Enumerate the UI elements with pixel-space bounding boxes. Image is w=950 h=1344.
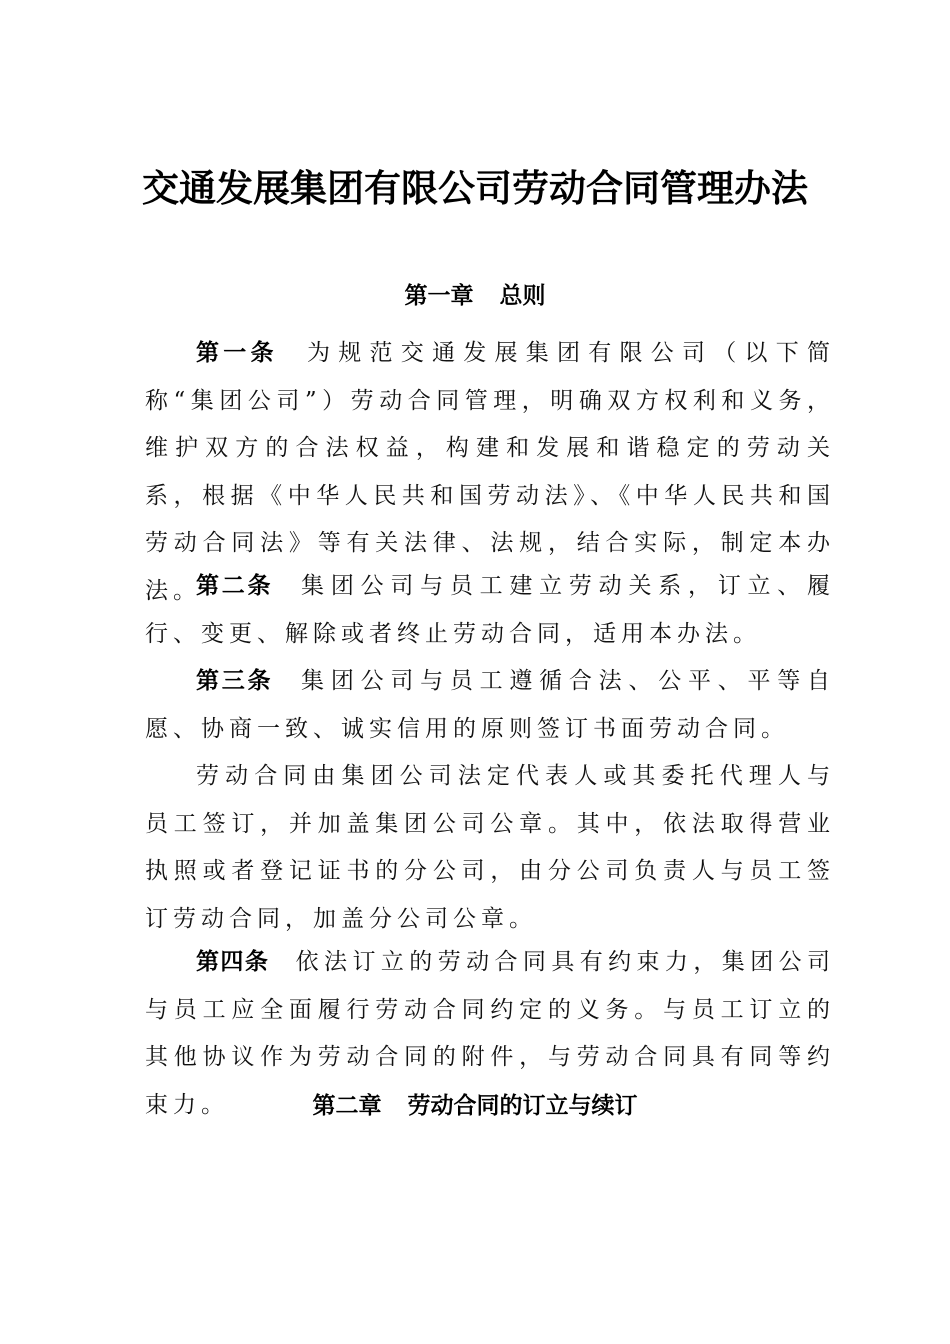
chapter-name: 劳动合同的订立与续订 bbox=[407, 1093, 638, 1119]
article-label: 第二条 bbox=[196, 573, 274, 599]
article-label: 第三条 bbox=[196, 668, 274, 694]
chapter-number: 第一章 bbox=[404, 283, 474, 309]
article-text: 集团公司与员工建立劳动关系，订立、履行、变更、解除或者终止劳动合同，适用本办法。 bbox=[145, 573, 836, 647]
article-text: 劳动合同由集团公司法定代表人或其委托代理人与员工签订，并加盖集团公司公章。其中，依法取得营业执照或者登记证书的分公司，由分公司负责人与员工签订劳动合同，加盖分公司公章。 bbox=[145, 763, 835, 932]
article-label: 第四条 bbox=[196, 949, 270, 975]
article-paragraph bbox=[145, 753, 835, 943]
chapter-name: 总则 bbox=[499, 283, 546, 309]
chapter-number: 第二章 bbox=[312, 1093, 382, 1119]
article-label: 第一条 bbox=[196, 340, 278, 366]
chapter-heading bbox=[0, 1090, 950, 1122]
article-text: 依法订立的劳动合同具有约束力，集团公司与员工应全面履行劳动合同约定的义务。与员工订立的其他协议作为劳动合同的附件，与劳动合同具有同等约束力。 bbox=[145, 949, 836, 1118]
article-text: 为规范交通发展集团有限公司（以下简称“集团公司”）劳动合同管理，明确双方权利和义务，维护双方的合法权益，构建和发展和谐稳定的劳动关系，根据《中华人民共和国劳动法》、《中华人民共和国劳动合同法》等有关法律、法规，结合实际，制定本办法。 bbox=[145, 340, 835, 604]
document-title: 交通发展集团有限公司劳动合同管理办法 bbox=[142, 166, 808, 210]
article-text: 集团公司与员工遵循合法、公平、平等自愿、协商一致、诚实信用的原则签订书面劳动合同。 bbox=[145, 668, 836, 742]
article-paragraph bbox=[145, 658, 835, 753]
chapter-heading bbox=[0, 280, 950, 312]
article-paragraph bbox=[145, 563, 835, 658]
